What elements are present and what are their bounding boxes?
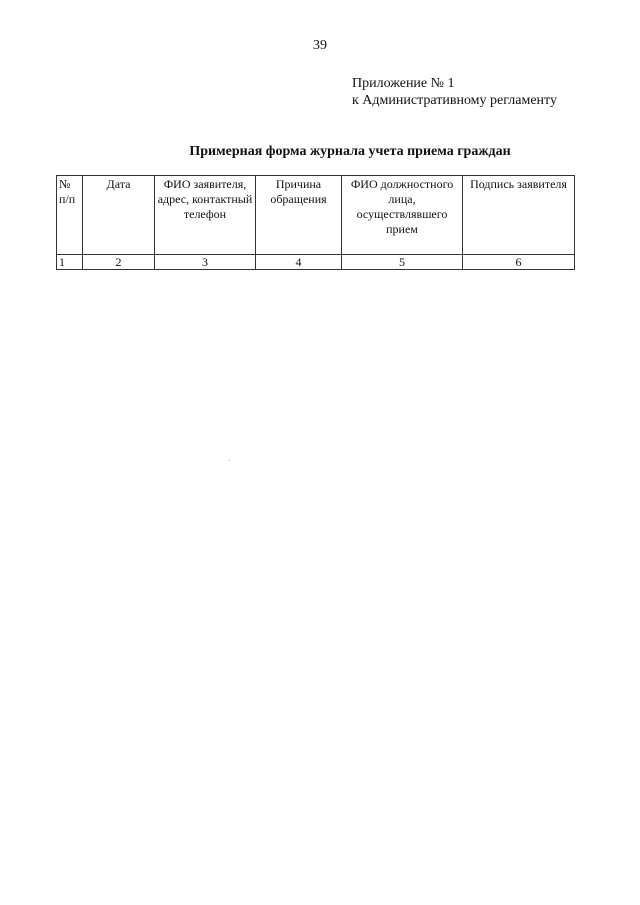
numbering-cell: 4 xyxy=(256,255,342,270)
journal-table xyxy=(56,175,575,270)
form-title: Примерная форма журнала учета приема граждан xyxy=(189,144,511,159)
appendix-heading xyxy=(352,75,557,109)
appendix-reference: к Административному регламенту xyxy=(352,93,557,108)
numbering-cell: 1 xyxy=(57,255,83,270)
header-cell-date: Дата xyxy=(83,176,155,255)
page-number: 39 xyxy=(313,38,327,53)
header-cell-reason: Причина обращения xyxy=(256,176,342,255)
numbering-cell: 2 xyxy=(83,255,155,270)
header-cell-applicant: ФИО заявителя, адрес, контактный телефон xyxy=(155,176,256,255)
header-cell-signature: Подпись заявителя xyxy=(463,176,575,255)
header-cell-official: ФИО должностного лица, осуществлявшего прием xyxy=(342,176,463,255)
appendix-label: Приложение № 1 xyxy=(352,76,455,91)
table-numbering-row xyxy=(57,255,575,270)
scan-speck xyxy=(229,460,230,461)
numbering-cell: 6 xyxy=(463,255,575,270)
numbering-cell: 3 xyxy=(155,255,256,270)
header-cell-number: № п/п xyxy=(57,176,83,255)
numbering-cell: 5 xyxy=(342,255,463,270)
table-header-row xyxy=(57,176,575,255)
